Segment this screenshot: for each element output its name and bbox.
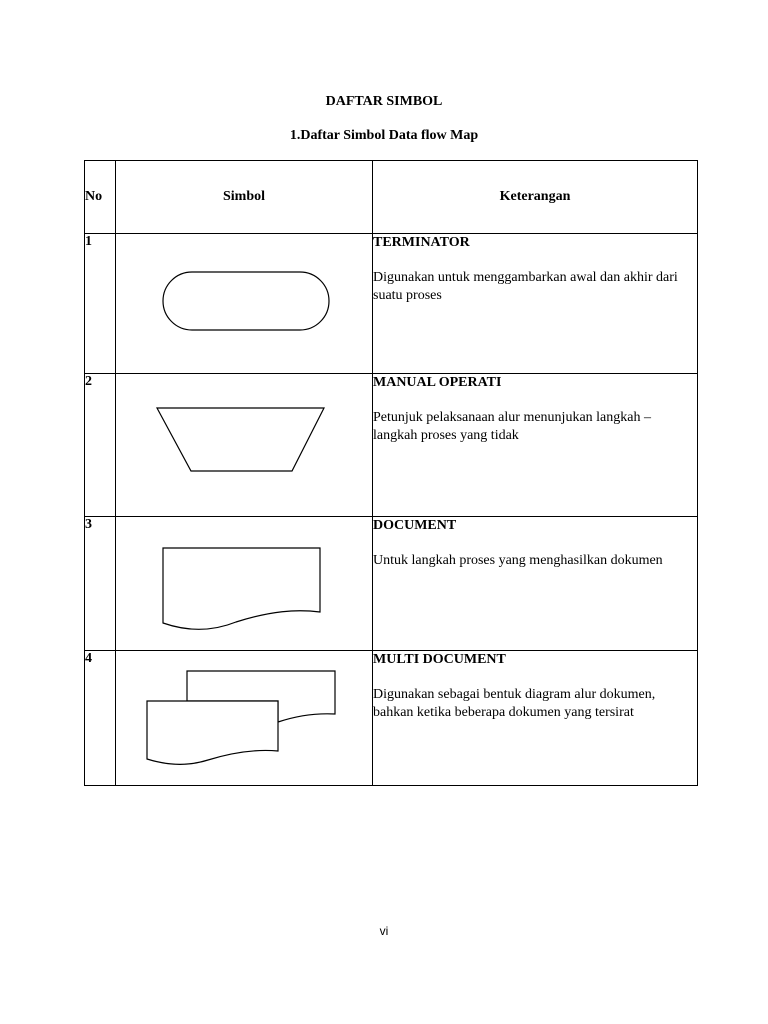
terminator-icon xyxy=(116,234,372,373)
header-description: Keterangan xyxy=(373,161,698,234)
header-no: No xyxy=(85,161,116,234)
document-subtitle: 1.Daftar Simbol Data flow Map xyxy=(289,128,479,143)
row-number: 1 xyxy=(85,234,116,374)
symbol-cell xyxy=(116,651,373,786)
symbol-description: Digunakan sebagai bentuk diagram alur dokumen, bahkan ketika beberapa dokumen yang tersirat xyxy=(373,687,656,720)
description-cell xyxy=(373,374,698,517)
page-number: vi xyxy=(379,924,389,938)
row-number: 3 xyxy=(85,517,116,651)
row-number: 4 xyxy=(85,651,116,786)
symbol-cell xyxy=(116,517,373,651)
symbol-name: MANUAL OPERATI xyxy=(373,375,502,390)
table-row xyxy=(85,651,698,786)
document-title: DAFTAR SIMBOL xyxy=(325,94,443,109)
symbol-cell xyxy=(116,374,373,517)
description-cell xyxy=(373,517,698,651)
manual-operation-icon xyxy=(116,374,372,516)
symbol-name: DOCUMENT xyxy=(373,518,457,533)
table-header-row xyxy=(85,161,698,234)
symbol-description: Digunakan untuk menggambarkan awal dan akhir dari suatu proses xyxy=(373,270,678,303)
description-cell xyxy=(373,234,698,374)
symbol-description: Petunjuk pelaksanaan alur menunjukan langkah – langkah proses yang tidak xyxy=(373,410,651,443)
symbol-name: MULTI DOCUMENT xyxy=(373,652,506,667)
symbol-cell xyxy=(116,234,373,374)
symbol-name: TERMINATOR xyxy=(373,235,470,250)
document-icon xyxy=(116,517,372,650)
table-row xyxy=(85,374,698,517)
row-number: 2 xyxy=(85,374,116,517)
description-cell xyxy=(373,651,698,786)
symbol-description: Untuk langkah proses yang menghasilkan dokumen xyxy=(373,553,663,568)
table-row xyxy=(85,234,698,374)
table-row xyxy=(85,517,698,651)
header-symbol: Simbol xyxy=(116,161,373,234)
symbol-table xyxy=(84,160,698,786)
multi-document-icon xyxy=(116,651,372,785)
